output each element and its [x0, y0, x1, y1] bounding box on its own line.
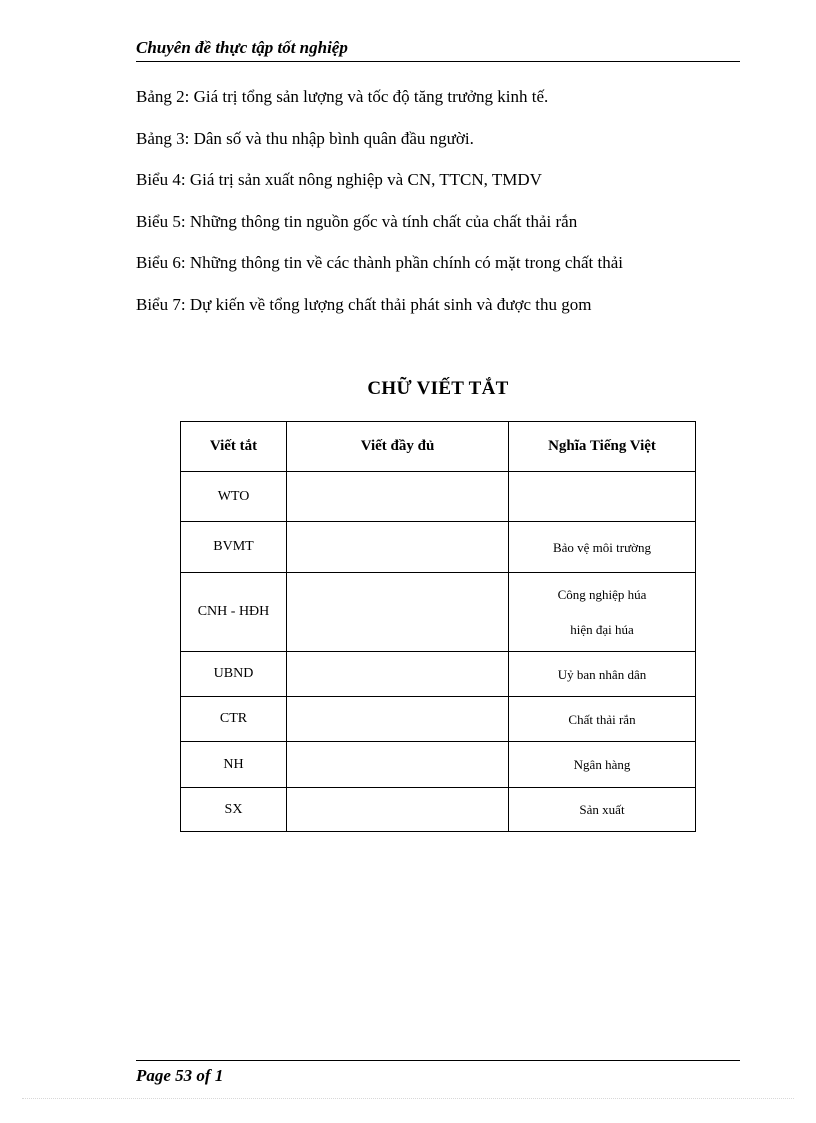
- abbr-cell: NH: [181, 742, 287, 788]
- list-item: Biểu 4: Giá trị sản xuất nông nghiệp và CN, TTCN, TMDV: [136, 170, 542, 189]
- abbr-cell: SX: [181, 788, 287, 832]
- abbr-cell: CTR: [181, 697, 287, 742]
- page-divider: [22, 1098, 794, 1099]
- table-row: [181, 522, 696, 573]
- full-cell: [287, 697, 509, 742]
- meaning-cell: Ngân hàng: [509, 742, 696, 788]
- table-row: [181, 742, 696, 788]
- table-header-row: [181, 422, 696, 472]
- list-item: Bảng 3: Dân số và thu nhập bình quân đầu người.: [136, 128, 474, 148]
- list-item: Bảng 2: Giá trị tổng sản lượng và tốc độ tăng trưởng kinh tế.: [136, 87, 549, 106]
- abbreviations-heading: CHỮ VIẾT TẮT: [367, 378, 509, 399]
- abbreviations-table: [180, 421, 696, 832]
- table-row: [181, 573, 696, 652]
- full-cell: [287, 652, 509, 697]
- abbr-cell: BVMT: [181, 522, 287, 573]
- abbr-cell: UBND: [181, 652, 287, 697]
- full-cell: [287, 742, 509, 788]
- table-row: [181, 697, 696, 742]
- meaning-cell: [509, 472, 696, 522]
- abbr-cell: WTO: [181, 472, 287, 522]
- table-row: [181, 788, 696, 832]
- full-cell: [287, 522, 509, 573]
- list-item: Biểu 7: Dự kiến về tổng lượng chất thải phát sinh và được thu gom: [136, 294, 592, 314]
- column-header-meaning: Nghĩa Tiếng Việt: [509, 422, 696, 472]
- page-header: Chuyên đề thực tập tốt nghiệp: [136, 38, 740, 62]
- meaning-cell: Công nghiệp húa hiện đại húa: [509, 573, 696, 652]
- page-footer: Page 53 of 1: [136, 1060, 740, 1086]
- list-item: Biểu 5: Những thông tin nguồn gốc và tính chất của chất thải rắn: [136, 211, 578, 231]
- table-row: [181, 652, 696, 697]
- full-cell: [287, 788, 509, 832]
- column-header-full: Viết đầy đủ: [287, 422, 509, 472]
- meaning-cell: Sản xuất: [509, 788, 696, 832]
- list-item: Biểu 6: Những thông tin về các thành phần chính có mặt trong chất thải: [136, 253, 623, 272]
- abbr-cell: CNH - HĐH: [181, 573, 287, 652]
- table-of-figures-list: [136, 86, 776, 335]
- full-cell: [287, 472, 509, 522]
- column-header-abbr: Viết tắt: [181, 422, 287, 472]
- meaning-cell: Uỷ ban nhân dân: [509, 652, 696, 697]
- meaning-cell: Bảo vệ môi trường: [509, 522, 696, 573]
- meaning-cell: Chất thải rắn: [509, 697, 696, 742]
- table-row: [181, 472, 696, 522]
- full-cell: [287, 573, 509, 652]
